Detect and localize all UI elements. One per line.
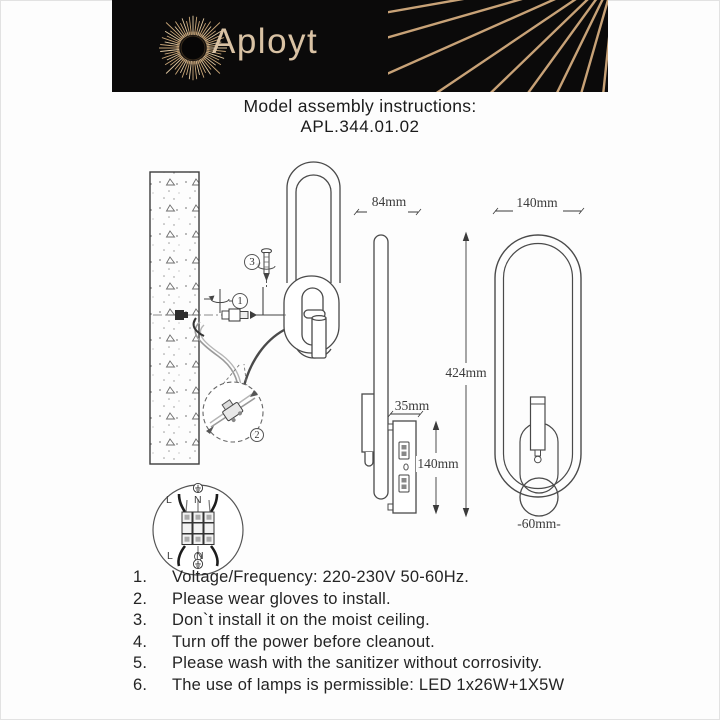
dim-front-width: 140mm bbox=[516, 195, 558, 210]
list-item bbox=[133, 568, 564, 590]
dim-front-height: 424mm bbox=[443, 365, 489, 381]
callout-2: 2 bbox=[250, 428, 264, 442]
item-number: 4. bbox=[133, 632, 148, 651]
wiring-label-live-bottom: L bbox=[167, 550, 173, 562]
screw-icon bbox=[256, 249, 276, 287]
rotate-icon bbox=[204, 289, 232, 313]
installation-diagram bbox=[130, 150, 370, 590]
dim-shade-diameter: -60mm- bbox=[517, 516, 561, 531]
wiring-label-live-top: L bbox=[166, 494, 172, 506]
brand-banner bbox=[112, 0, 608, 92]
item-text: Please wear gloves to install. bbox=[172, 589, 391, 608]
wiring-label-neutral-top: N bbox=[194, 494, 202, 506]
model-number: APL.344.01.02 bbox=[300, 117, 420, 136]
item-number: 2. bbox=[133, 589, 148, 608]
wall-section bbox=[150, 172, 199, 464]
item-number: 6. bbox=[133, 675, 148, 694]
list-item bbox=[133, 590, 564, 612]
brand-wordmark: Aployt bbox=[212, 22, 319, 61]
ray-fan-icon bbox=[388, 0, 608, 92]
item-text: The use of lamps is permissible: LED 1x26W+1X5W bbox=[172, 675, 565, 694]
item-text: Voltage/Frequency: 220-230V 50-60Hz. bbox=[172, 568, 470, 586]
wiring-label-neutral-bottom: N bbox=[196, 550, 204, 562]
instruction-list bbox=[133, 568, 564, 697]
dim-plate-width: 35mm bbox=[394, 398, 430, 413]
item-text: Please wash with the sanitizer without corrosivity. bbox=[172, 654, 543, 672]
list-item bbox=[133, 654, 564, 676]
list-item bbox=[133, 676, 564, 698]
item-number: 1. bbox=[133, 568, 148, 586]
earth-ground-icon bbox=[193, 483, 202, 492]
item-number: 5. bbox=[133, 654, 148, 672]
list-item bbox=[133, 611, 564, 633]
item-text: Don`t install it on the moist ceiling. bbox=[172, 611, 430, 629]
callout-3: 3 bbox=[244, 254, 260, 270]
item-number: 3. bbox=[133, 611, 148, 629]
dim-plate-height: 140mm bbox=[417, 456, 459, 471]
callout-1: 1 bbox=[232, 293, 248, 309]
dim-side-width: 84mm bbox=[371, 194, 407, 209]
list-item bbox=[133, 633, 564, 655]
item-text: Turn off the power before cleanout. bbox=[172, 632, 435, 651]
lamp-drawing bbox=[284, 162, 340, 358]
page-title: Model assembly instructions: bbox=[243, 96, 477, 116]
dimension-lines bbox=[463, 208, 584, 516]
